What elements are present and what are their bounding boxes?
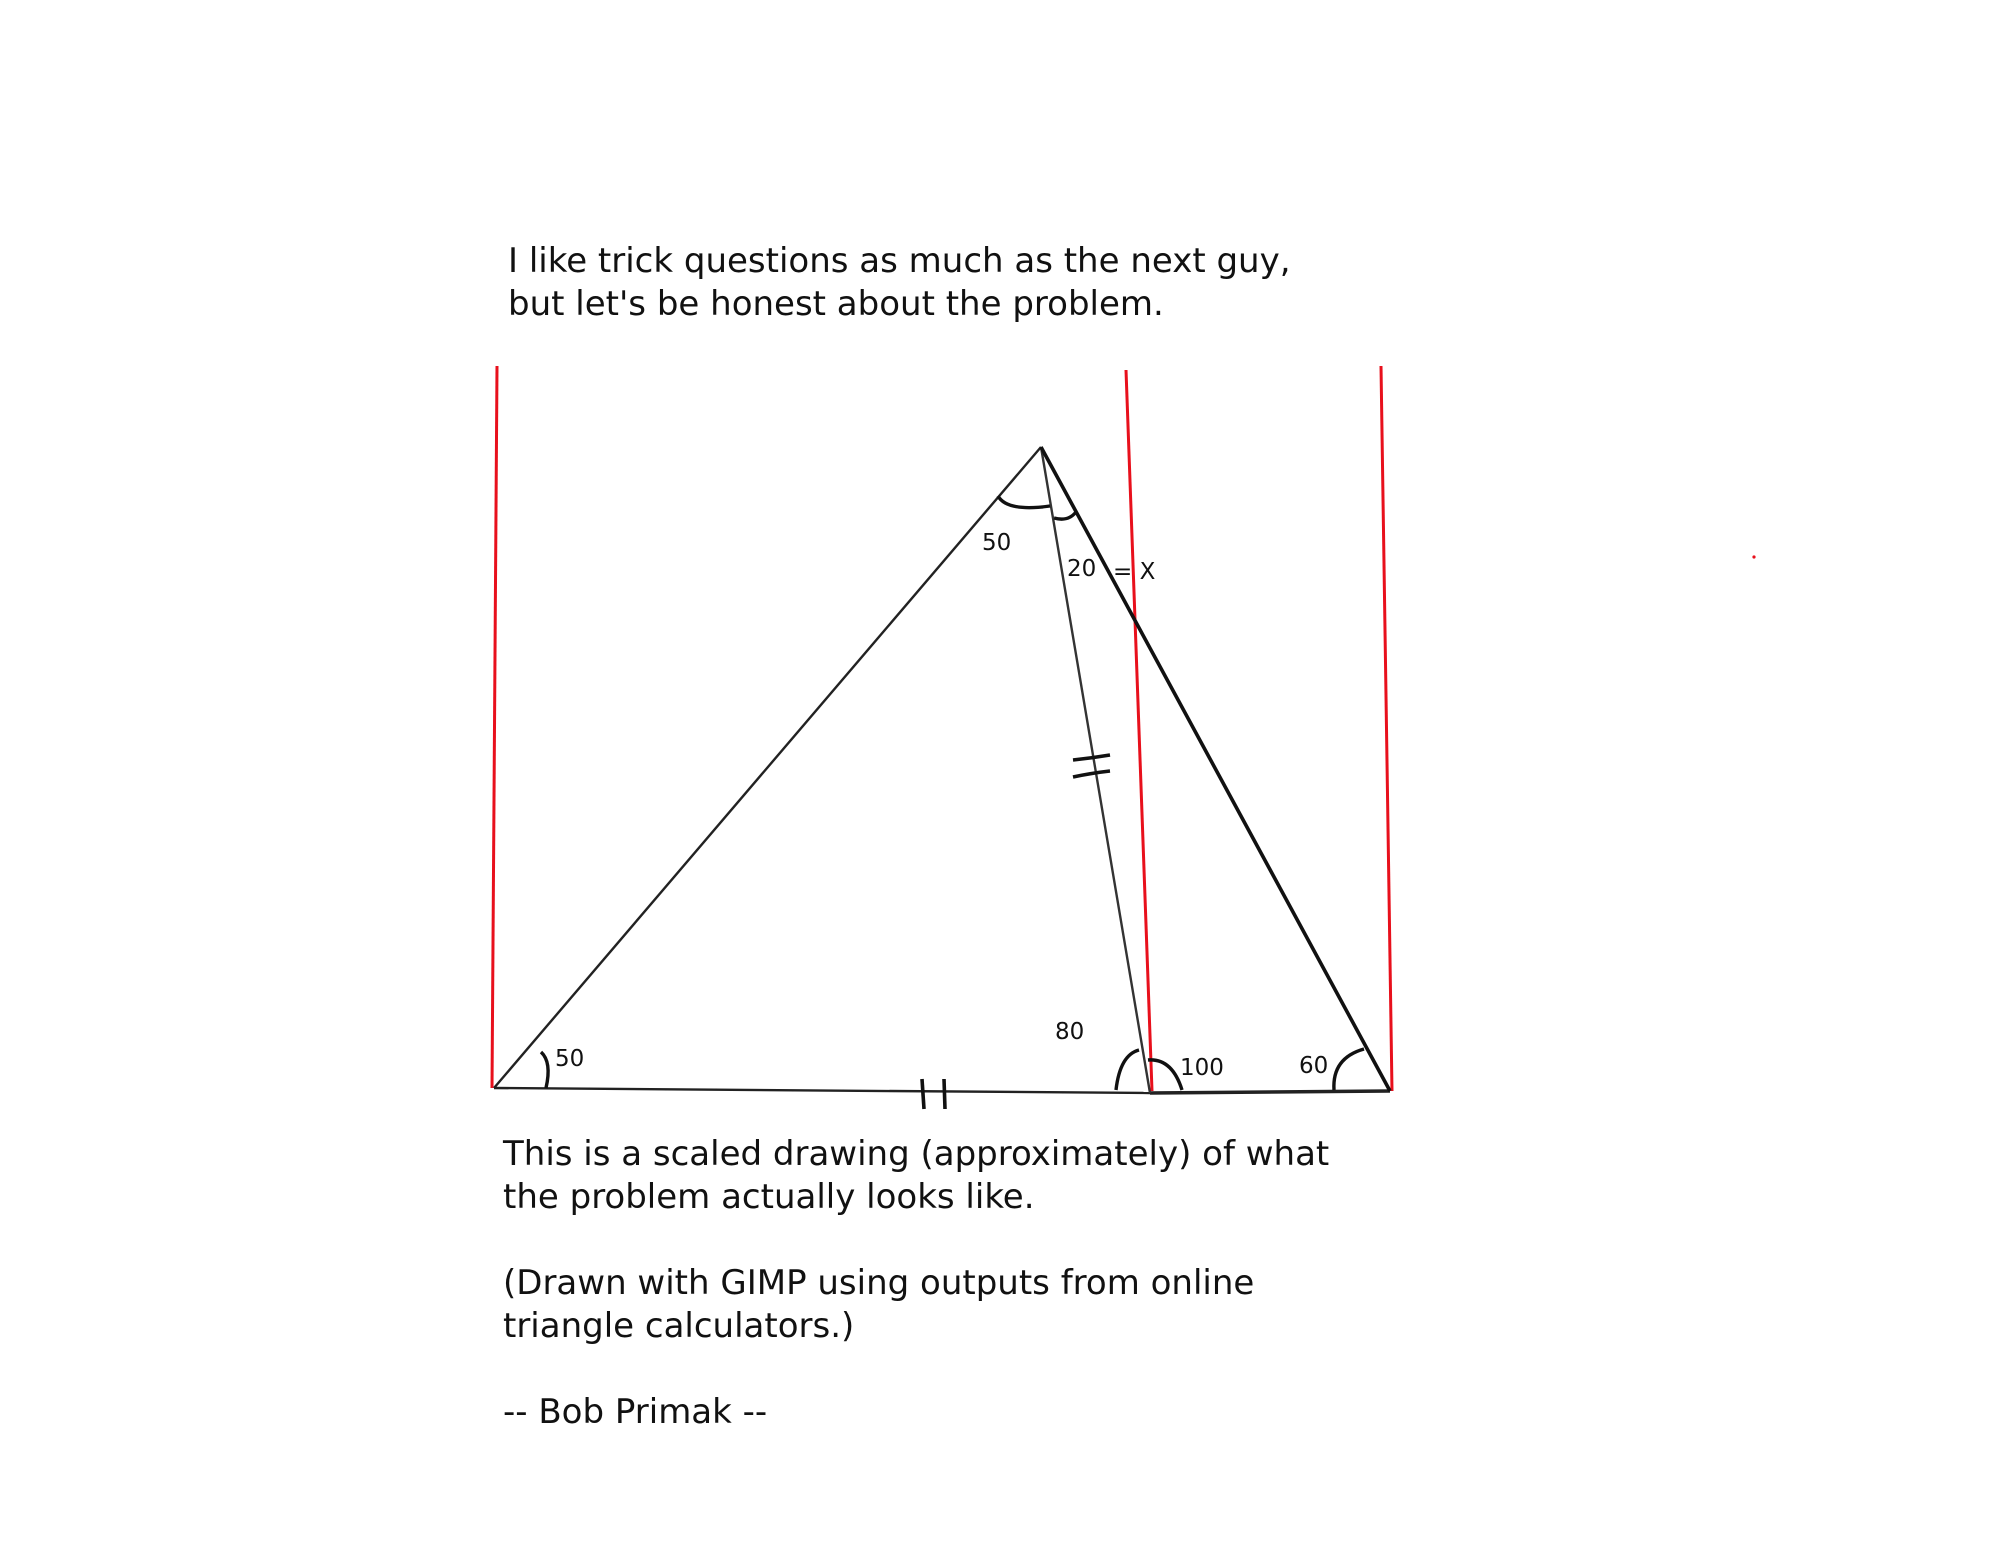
label-apex-right: 20 <box>1067 556 1097 582</box>
signature: -- Bob Primak -- <box>503 1392 768 1432</box>
base-tick-1 <box>922 1079 924 1109</box>
cevian-tick-1 <box>1073 755 1110 760</box>
label-foot-right: 100 <box>1180 1055 1224 1081</box>
caption-line-1: This is a scaled drawing (approximately) of what <box>503 1134 1330 1174</box>
stray-red-dot <box>1752 555 1755 558</box>
base-line-right <box>1150 1091 1390 1093</box>
angle-arc-base-left <box>541 1052 548 1088</box>
caption-text <box>503 1133 1329 1434</box>
side-right <box>1041 447 1390 1091</box>
caption-spacer-2 <box>503 1348 1329 1391</box>
guide-line-left <box>492 366 497 1088</box>
base-tick-2 <box>944 1079 945 1109</box>
base-line-left <box>494 1088 1150 1093</box>
guide-line-middle <box>1126 370 1152 1091</box>
caption-line-2: the problem actually looks like. <box>503 1177 1035 1217</box>
caption-line-4: triangle calculators.) <box>503 1306 855 1346</box>
angle-arc-apex-left <box>998 496 1050 508</box>
angle-arc-base-right <box>1334 1049 1364 1090</box>
intro-line-1: I like trick questions as much as the next guy, <box>508 241 1291 281</box>
label-base-right: 60 <box>1299 1053 1329 1079</box>
angle-arc-foot-left <box>1116 1050 1139 1090</box>
caption-spacer-1 <box>503 1219 1329 1262</box>
intro-line-2: but let's be honest about the problem. <box>508 284 1164 324</box>
guide-line-right <box>1381 366 1392 1091</box>
label-foot-left: 80 <box>1055 1019 1085 1045</box>
label-base-left: 50 <box>555 1046 585 1072</box>
caption-line-3: (Drawn with GIMP using outputs from online <box>503 1263 1255 1303</box>
label-apex-right-equals-x: = X <box>1113 559 1156 585</box>
cevian-tick-2 <box>1073 771 1110 777</box>
label-apex-left: 50 <box>982 530 1012 556</box>
angle-arc-apex-right <box>1054 512 1076 519</box>
side-left <box>494 447 1041 1088</box>
